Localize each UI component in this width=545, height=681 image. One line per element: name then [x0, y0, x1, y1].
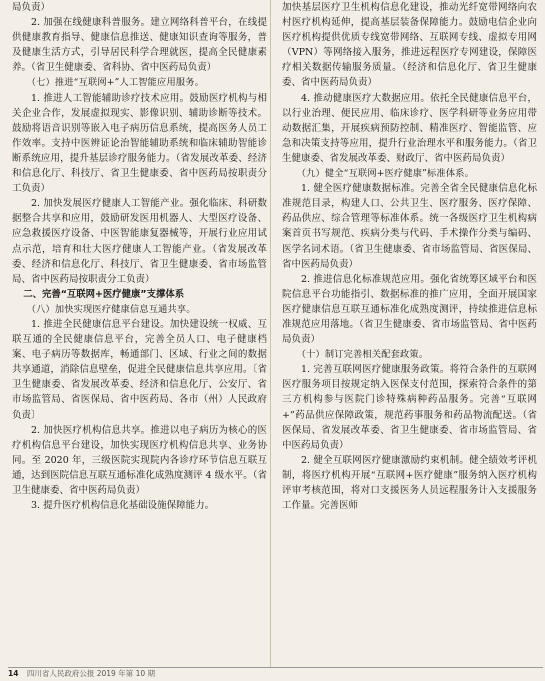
subsection-heading: （八）加快实现医疗健康信息互通共享。: [26, 303, 196, 315]
subsection-heading: （七）推进“互联网+”人工智能应用服务。: [26, 77, 204, 89]
paragraph: 局负责）: [12, 2, 51, 13]
left-column: [12, 0, 267, 513]
paragraph: 2. 加快发展医疗健康人工智能产业。强化临床、科研数据整合共享和应用，鼓励研发医用机器人、大型医疗设备、应急救援医疗设备、中医智能康复器械等，开展行业应用试点示范，培育和壮大医疗健康人工智能产业。（省发展改革委、经济和信息化厅、科技厅、省卫生健康委、省市场监管局、省中医药局按职责分工负责）: [12, 198, 267, 285]
paragraph: 2. 健全互联网医疗健康激励约束机制。健全绩效考评机制，将医疗机构开展“互联网+医疗健康”服务纳入医疗机构评审考核范围，将对口支援医务人员远程服务计入支援服务工作量。完善医师: [282, 454, 537, 512]
column-divider: [270, 0, 271, 668]
paragraph: 1. 推进人工智能辅助诊疗技术应用。鼓励医疗机构与相关企业合作，发展虚拟现实、影像识别、辅助诊断等技术。鼓励将语音识别等嵌入电子病历信息系统，提高医务人员工作效率。支持中医辨证论治智能辅助系统和临床辅助智能诊断系统应用，提升基层诊疗服务能力。（省发展改革委、经济和信息化厅、科技厅、省卫生健康委、省中医药局按职责分工负责）: [12, 92, 267, 195]
paragraph: 加快基层医疗卫生机构信息化建设，推动光纤宽带网络向农村医疗机构延伸，提高基层装备保障能力。鼓励电信企业向医疗机构提供优质专线宽带网络、互联网专线、虚拟专用网（VPN）等网络接入服务，推进远程医疗专网建设，保障医疗相关数据传输服务质量。（经济和信息化厅、省卫生健康委、省中医药局负责）: [282, 2, 537, 89]
paragraph: 1. 健全医疗健康数据标准。完善全省全民健康信息化标准规范目录，构建人口、公共卫生、医疗服务、医疗保障、药品供应、综合管理等标准体系。统一各级医疗卫生机构病案首页书写规范、疾病分类与代码、手术操作分类与编码、医学名词术语。（省卫生健康委、省市场监管局、省医保局、省中医药局负责）: [282, 183, 537, 270]
paragraph: 3. 提升医疗机构信息化基础设施保障能力。: [31, 500, 215, 512]
paragraph: 4. 推动健康医疗大数据应用。依托全民健康信息平台，以行业治理、便民应用、临床诊疗、医学科研等业务应用带动数据汇集，开展疾病预防控制、精准医疗、智能监管、应急和决策支持等应用，提升行业治理水平和服务能力。（省卫生健康委、省发展改革委、财政厅、省中医药局负责）: [282, 92, 537, 164]
paragraph: 2. 加快医疗机构信息共享。推进以电子病历为核心的医疗机构信息平台建设，加快实现医疗机构信息共享、业务协同。至 2020 年，三级医院实现院内各诊疗环节信息互联互通，达到医院信息互联互通标准化成熟度测评 4 级水平。（省卫生健康委、省中医药局负责）: [12, 424, 267, 496]
page-footer: [8, 667, 543, 681]
subsection-heading: （十）制订完善相关配套政策。: [296, 349, 429, 361]
paragraph: 1. 完善互联网医疗健康服务政策。将符合条件的互联网医疗服务项目按规定纳入医保支付范围，探索符合条件的第三方机构参与医院门诊特殊病种药品服务。完善“互联网+”药品供应保障政策，规范药事服务和药品物流配送。（省医保局、省发展改革委、省卫生健康委、省市场监管局、省中医药局负责）: [282, 364, 537, 451]
subsection-heading: （九）健全“互联网+医疗健康”标准体系。: [296, 168, 474, 180]
paragraph: 2. 推进信息化标准规范应用。强化省统筹区域平台和医院信息平台功能指引、数据标准的推广应用，全面开展国家医疗健康信息互联互通标准化成熟度测评，持续推进信息标准规范应用落地。（省卫生健康委、省市场监管局、省中医药局负责）: [282, 273, 537, 346]
journal-title: 四川省人民政府公报 2019 年第 10 期: [26, 669, 155, 678]
page-number: 14: [8, 669, 19, 678]
paragraph: 2. 加强在线健康科普服务。建立网络科普平台，在线提供健康教育指导、健康信息推送、健康知识查询等服务，普及健康生活方式，引导居民科学合理就医，提高全民健康素养。（省卫生健康委、省科协、省中医药局负责）: [12, 17, 267, 74]
section-heading: 二、完善“互联网+医疗健康”支撑体系: [23, 288, 185, 300]
paragraph: 1. 推进全民健康信息平台建设。加快建设统一权威、互联互通的全民健康信息平台，完善全员人口、电子健康档案、电子病历等数据库，畅通部门、区域、行业之间的数据共享通道，消除信息壁垒，促进全民健康信息共享应用。〔省卫生健康委、省发展改革委、经济和信息化厅、公安厅、省市场监管局、省医保局、省中医药局、各市（州）人民政府负责〕: [12, 318, 267, 421]
right-column: [282, 0, 537, 513]
